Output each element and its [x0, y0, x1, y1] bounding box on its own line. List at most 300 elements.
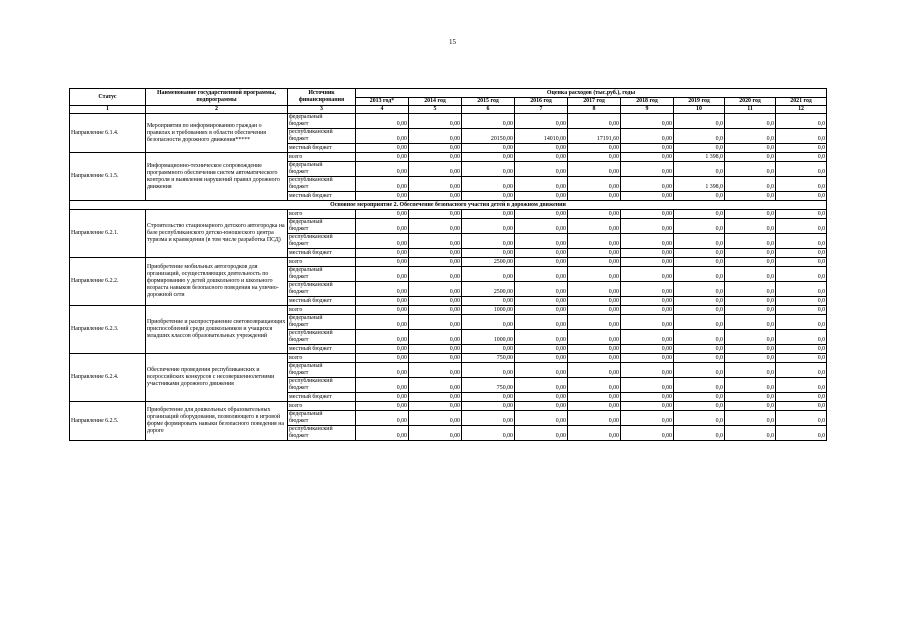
amount-cell: 0,00 [409, 249, 462, 258]
amount-cell: 0,00 [462, 393, 515, 402]
funding-source-line: федеральный [289, 363, 323, 369]
amount-cell: 0,00 [568, 210, 621, 219]
amount-cell: 0,0 [776, 411, 827, 426]
header-column-number: 1 [70, 106, 146, 114]
funding-source-cell [288, 267, 356, 282]
amount-cell: 0,0 [674, 378, 725, 393]
funding-source-line: местный бюджет [289, 345, 332, 352]
amount-cell: 0,00 [515, 219, 568, 234]
amount-cell: 0,0 [725, 393, 776, 402]
amount-cell: 0,0 [725, 354, 776, 363]
header-column-number: 5 [409, 106, 462, 114]
funding-source-cell [288, 363, 356, 378]
amount-cell: 0,0 [674, 393, 725, 402]
amount-cell: 20150,00 [462, 129, 515, 144]
funding-source-line: федеральный [289, 162, 323, 168]
amount-cell: 0,00 [462, 162, 515, 177]
amount-cell: 0,00 [568, 177, 621, 192]
amount-cell: 0,00 [568, 267, 621, 282]
funding-source-line: всего [289, 402, 303, 409]
amount-cell: 0,0 [725, 249, 776, 258]
amount-cell: 0,0 [776, 144, 827, 153]
funding-source-line: всего [289, 306, 303, 313]
amount-cell: 0,00 [356, 177, 409, 192]
amount-cell: 0,0 [776, 249, 827, 258]
amount-cell: 0,00 [409, 282, 462, 297]
amount-cell: 0,00 [409, 411, 462, 426]
amount-cell: 0,00 [356, 153, 409, 162]
amount-cell: 0,0 [674, 144, 725, 153]
amount-cell: 0,00 [568, 378, 621, 393]
funding-source-line: федеральный [289, 315, 323, 321]
amount-cell: 0,00 [356, 402, 409, 411]
amount-cell: 0,0 [725, 267, 776, 282]
funding-source-line: бюджет [289, 322, 309, 328]
program-name-cell: Мероприятия по информированию граждан о правилах и требованиях в области обеспечения безопасности дорожного движения***** [146, 114, 288, 153]
funding-source-line: республиканский [289, 330, 333, 336]
amount-cell: 0,0 [776, 297, 827, 306]
amount-cell: 0,0 [725, 306, 776, 315]
amount-cell: 0,00 [462, 153, 515, 162]
funding-source-cell [288, 297, 356, 306]
amount-cell: 0,00 [568, 258, 621, 267]
funding-source-line: бюджет [289, 289, 309, 295]
funding-source-cell [288, 258, 356, 267]
amount-cell: 0,0 [776, 129, 827, 144]
amount-cell: 0,00 [515, 306, 568, 315]
funding-source-line: бюджет [289, 136, 309, 142]
amount-cell: 0,0 [776, 315, 827, 330]
funding-source-cell [288, 129, 356, 144]
amount-cell: 0,0 [725, 210, 776, 219]
amount-cell: 0,0 [674, 192, 725, 201]
funding-source-cell [288, 315, 356, 330]
amount-cell: 1 398,0 [674, 153, 725, 162]
amount-cell: 0,00 [515, 330, 568, 345]
amount-cell: 1000,00 [462, 330, 515, 345]
amount-cell: 0,0 [674, 297, 725, 306]
amount-cell: 0,00 [462, 144, 515, 153]
amount-cell: 0,00 [515, 210, 568, 219]
header-column-number: 6 [462, 106, 515, 114]
amount-cell: 0,00 [356, 363, 409, 378]
program-name-cell: Информационно-техническое сопровождение программного обеспечения систем автоматического контроля и выявления нарушений правил дорожного движения [146, 153, 288, 201]
amount-cell: 0,00 [621, 249, 674, 258]
amount-cell: 0,0 [776, 363, 827, 378]
amount-cell: 750,00 [462, 354, 515, 363]
amount-cell: 0,00 [356, 129, 409, 144]
funding-source-line: бюджет [289, 241, 309, 247]
funding-source-line: бюджет [289, 169, 309, 175]
amount-cell: 0,00 [568, 297, 621, 306]
program-name-cell: Строительство стационарного детского автогородка на базе республиканского детско-юношеского центра туризма и краеведения (в том числе разработка ПСД) [146, 210, 288, 258]
amount-cell: 17191,60 [568, 129, 621, 144]
amount-cell: 0,00 [462, 411, 515, 426]
amount-cell: 750,00 [462, 378, 515, 393]
amount-cell: 0,0 [776, 114, 827, 129]
amount-cell: 0,00 [568, 144, 621, 153]
amount-cell: 0,00 [356, 144, 409, 153]
amount-cell: 0,00 [462, 345, 515, 354]
funding-source-line: местный бюджет [289, 249, 332, 256]
amount-cell: 0,00 [515, 426, 568, 441]
amount-cell: 0,0 [725, 192, 776, 201]
amount-cell: 0,0 [725, 219, 776, 234]
amount-cell: 0,0 [674, 402, 725, 411]
header-column-number: 2 [146, 106, 288, 114]
amount-cell: 0,00 [462, 402, 515, 411]
amount-cell: 0,0 [725, 234, 776, 249]
amount-cell: 0,00 [409, 393, 462, 402]
status-cell: Направление 6.2.1. [70, 210, 146, 258]
amount-cell: 0,00 [568, 234, 621, 249]
table-row [70, 153, 827, 162]
funding-source-line: республиканский [289, 177, 333, 183]
amount-cell: 0,00 [462, 315, 515, 330]
amount-cell: 0,0 [776, 378, 827, 393]
amount-cell: 0,00 [409, 177, 462, 192]
amount-cell: 0,00 [409, 330, 462, 345]
funding-source-cell [288, 192, 356, 201]
amount-cell: 0,00 [515, 144, 568, 153]
header-column-number: 4 [356, 106, 409, 114]
header-column-number: 3 [288, 106, 356, 114]
amount-cell: 0,0 [725, 177, 776, 192]
header-year: 2015 год [462, 98, 515, 106]
funding-source-cell [288, 306, 356, 315]
status-cell: Направление 6.1.4. [70, 114, 146, 153]
amount-cell: 0,00 [621, 282, 674, 297]
amount-cell: 0,0 [776, 258, 827, 267]
header-column-number: 12 [776, 106, 827, 114]
amount-cell: 0,00 [409, 144, 462, 153]
amount-cell: 0,0 [725, 345, 776, 354]
amount-cell: 0,00 [462, 177, 515, 192]
amount-cell: 0,00 [621, 129, 674, 144]
funding-source-line: федеральный [289, 219, 323, 225]
amount-cell: 0,00 [568, 249, 621, 258]
amount-cell: 0,0 [674, 282, 725, 297]
status-cell: Направление 6.2.2. [70, 258, 146, 306]
funding-source-cell [288, 177, 356, 192]
amount-cell: 0,00 [515, 282, 568, 297]
amount-cell: 0,0 [725, 258, 776, 267]
funding-source-cell [288, 249, 356, 258]
amount-cell: 0,00 [462, 114, 515, 129]
amount-cell: 0,00 [621, 378, 674, 393]
amount-cell: 0,0 [725, 411, 776, 426]
amount-cell: 0,00 [356, 249, 409, 258]
amount-cell: 0,00 [409, 114, 462, 129]
funding-source-line: федеральный [289, 114, 323, 120]
program-name-cell: Приобретение и распространение световозвращающих приспособлений среди дошкольников и учащихся младших классов образовательных учреждений [146, 306, 288, 354]
header-status: Статус [70, 89, 146, 106]
amount-cell: 0,00 [409, 162, 462, 177]
amount-cell: 0,00 [356, 378, 409, 393]
amount-cell: 0,00 [568, 402, 621, 411]
amount-cell: 0,00 [621, 315, 674, 330]
amount-cell: 0,00 [462, 267, 515, 282]
amount-cell: 0,0 [674, 234, 725, 249]
funding-source-line: республиканский [289, 129, 333, 135]
header-year: 2017 год [568, 98, 621, 106]
funding-source-cell [288, 234, 356, 249]
amount-cell: 0,0 [674, 249, 725, 258]
amount-cell: 0,00 [621, 393, 674, 402]
header-year: 2021 год [776, 98, 827, 106]
funding-source-cell [288, 411, 356, 426]
amount-cell: 0,00 [356, 114, 409, 129]
amount-cell: 14010,00 [515, 129, 568, 144]
funding-source-line: местный бюджет [289, 144, 332, 151]
amount-cell: 0,00 [462, 426, 515, 441]
amount-cell: 0,0 [674, 114, 725, 129]
amount-cell: 0,0 [776, 282, 827, 297]
funding-source-line: бюджет [289, 385, 309, 391]
amount-cell: 0,0 [674, 315, 725, 330]
amount-cell: 1 398,0 [674, 177, 725, 192]
funding-source-cell [288, 144, 356, 153]
amount-cell: 0,00 [621, 297, 674, 306]
header-year: 2016 год [515, 98, 568, 106]
header-column-number: 8 [568, 106, 621, 114]
amount-cell: 0,0 [776, 210, 827, 219]
amount-cell: 0,00 [356, 306, 409, 315]
header-column-number: 9 [621, 106, 674, 114]
amount-cell: 0,00 [356, 315, 409, 330]
program-name-cell: Приобретение мобильных автогородков для организаций, осуществляющих деятельность по формированию у детей дошкольного и школьного возраста навыков безопасного поведения на улично-дорожной сети [146, 258, 288, 306]
amount-cell: 0,00 [621, 402, 674, 411]
amount-cell: 0,0 [674, 411, 725, 426]
funding-source-cell [288, 426, 356, 441]
funding-source-line: бюджет [289, 337, 309, 343]
amount-cell: 0,00 [356, 192, 409, 201]
amount-cell: 0,00 [568, 219, 621, 234]
program-name-cell: Приобретение для дошкольных образовательных организаций оборудования, позволяющего в игровой форме формировать навыки безопасного поведения на дороге [146, 402, 288, 441]
funding-source-cell [288, 378, 356, 393]
amount-cell: 0,00 [409, 315, 462, 330]
amount-cell: 0,00 [462, 363, 515, 378]
amount-cell: 0,00 [409, 234, 462, 249]
amount-cell: 0,00 [621, 330, 674, 345]
amount-cell: 0,0 [776, 306, 827, 315]
amount-cell: 0,00 [356, 162, 409, 177]
amount-cell: 0,00 [621, 354, 674, 363]
amount-cell: 0,00 [568, 426, 621, 441]
amount-cell: 0,0 [776, 330, 827, 345]
amount-cell: 0,00 [409, 129, 462, 144]
amount-cell: 0,0 [725, 330, 776, 345]
amount-cell: 0,00 [356, 393, 409, 402]
amount-cell: 0,00 [356, 267, 409, 282]
funding-source-cell [288, 345, 356, 354]
amount-cell: 0,0 [776, 354, 827, 363]
amount-cell: 0,00 [409, 258, 462, 267]
header-column-number: 7 [515, 106, 568, 114]
funding-source-line: бюджет [289, 418, 309, 424]
status-cell: Направление 6.2.3. [70, 306, 146, 354]
amount-cell: 0,00 [515, 267, 568, 282]
funding-source-line: местный бюджет [289, 393, 332, 400]
status-cell: Направление 6.1.5. [70, 153, 146, 201]
table-row [70, 114, 827, 129]
amount-cell: 0,00 [621, 345, 674, 354]
amount-cell: 0,0 [776, 234, 827, 249]
page-number: 15 [449, 38, 456, 46]
amount-cell: 0,00 [515, 153, 568, 162]
amount-cell: 0,0 [725, 363, 776, 378]
expenditure-table [69, 88, 827, 441]
amount-cell: 0,00 [356, 330, 409, 345]
header-source: Источник финансирования [288, 89, 356, 106]
amount-cell: 0,0 [725, 315, 776, 330]
amount-cell: 0,00 [621, 411, 674, 426]
amount-cell: 0,0 [776, 192, 827, 201]
amount-cell: 0,00 [621, 363, 674, 378]
amount-cell: 0,00 [356, 234, 409, 249]
amount-cell: 0,00 [356, 354, 409, 363]
header-year: 2014 год [409, 98, 462, 106]
table-row [70, 354, 827, 363]
amount-cell: 0,00 [515, 297, 568, 306]
amount-cell: 0,00 [409, 354, 462, 363]
funding-source-cell [288, 282, 356, 297]
amount-cell: 0,00 [462, 249, 515, 258]
amount-cell: 0,0 [776, 219, 827, 234]
amount-cell: 1000,00 [462, 306, 515, 315]
table-row [70, 210, 827, 219]
amount-cell: 0,00 [515, 177, 568, 192]
status-cell: Направление 6.2.5. [70, 402, 146, 441]
amount-cell: 0,00 [621, 258, 674, 267]
amount-cell: 0,0 [674, 267, 725, 282]
header-column-number: 11 [725, 106, 776, 114]
funding-source-line: бюджет [289, 184, 309, 190]
amount-cell: 0,0 [725, 282, 776, 297]
amount-cell: 0,00 [515, 345, 568, 354]
funding-source-line: федеральный [289, 411, 323, 417]
amount-cell: 0,00 [621, 162, 674, 177]
amount-cell: 0,00 [515, 393, 568, 402]
funding-source-line: бюджет [289, 370, 309, 376]
amount-cell: 0,0 [776, 426, 827, 441]
amount-cell: 0,0 [725, 426, 776, 441]
amount-cell: 0,00 [409, 297, 462, 306]
amount-cell: 0,00 [515, 234, 568, 249]
header-year: 2019 год [674, 98, 725, 106]
amount-cell: 0,00 [409, 192, 462, 201]
amount-cell: 0,0 [674, 354, 725, 363]
amount-cell: 0,0 [725, 402, 776, 411]
amount-cell: 0,00 [409, 306, 462, 315]
amount-cell: 0,0 [674, 426, 725, 441]
amount-cell: 0,0 [776, 177, 827, 192]
amount-cell: 0,00 [515, 114, 568, 129]
amount-cell: 0,00 [356, 411, 409, 426]
amount-cell: 0,00 [515, 402, 568, 411]
amount-cell: 0,0 [776, 402, 827, 411]
amount-cell: 0,00 [409, 363, 462, 378]
amount-cell: 0,00 [515, 363, 568, 378]
header-year: 2020 год [725, 98, 776, 106]
header-estimate: Оценка расходов (тыс.руб.), годы [356, 89, 827, 98]
amount-cell: 0,0 [674, 162, 725, 177]
amount-cell: 0,00 [356, 282, 409, 297]
amount-cell: 2500,00 [462, 282, 515, 297]
table-row [70, 306, 827, 315]
funding-source-line: бюджет [289, 433, 309, 439]
funding-source-line: республиканский [289, 282, 333, 288]
program-name-cell: Обеспечение проведения республиканских и всероссийских конкурсов с несовершеннолетними участниками дорожного движения [146, 354, 288, 402]
amount-cell: 0,0 [725, 114, 776, 129]
amount-cell: 0,00 [462, 234, 515, 249]
amount-cell: 0,0 [674, 330, 725, 345]
amount-cell: 0,00 [515, 162, 568, 177]
amount-cell: 0,00 [462, 219, 515, 234]
amount-cell: 0,0 [725, 153, 776, 162]
amount-cell: 0,0 [674, 345, 725, 354]
amount-cell: 0,00 [515, 249, 568, 258]
funding-source-cell [288, 114, 356, 129]
amount-cell: 0,00 [568, 315, 621, 330]
funding-source-line: всего [289, 258, 303, 265]
amount-cell: 0,00 [568, 282, 621, 297]
amount-cell: 0,00 [568, 192, 621, 201]
funding-source-cell [288, 210, 356, 219]
table-row [70, 258, 827, 267]
funding-source-line: местный бюджет [289, 297, 332, 304]
status-cell: Направление 6.2.4. [70, 354, 146, 402]
amount-cell: 0,00 [568, 363, 621, 378]
section-title: Основное мероприятие 2. Обеспечение безопасного участия детей в дорожном движении [70, 201, 827, 210]
amount-cell: 0,00 [515, 411, 568, 426]
amount-cell: 0,00 [568, 153, 621, 162]
amount-cell: 0,0 [674, 129, 725, 144]
amount-cell: 0,00 [515, 354, 568, 363]
amount-cell: 0,00 [356, 345, 409, 354]
amount-cell: 0,00 [409, 426, 462, 441]
amount-cell: 0,00 [621, 114, 674, 129]
amount-cell: 0,00 [568, 411, 621, 426]
amount-cell: 0,00 [568, 354, 621, 363]
amount-cell: 0,00 [515, 258, 568, 267]
funding-source-cell [288, 354, 356, 363]
funding-source-cell [288, 402, 356, 411]
amount-cell: 0,00 [515, 378, 568, 393]
amount-cell: 0,00 [568, 162, 621, 177]
amount-cell: 0,00 [409, 153, 462, 162]
amount-cell: 0,00 [621, 177, 674, 192]
funding-source-cell [288, 393, 356, 402]
amount-cell: 0,0 [674, 363, 725, 378]
amount-cell: 0,00 [356, 426, 409, 441]
header-year: 2018 год [621, 98, 674, 106]
amount-cell: 0,00 [621, 234, 674, 249]
amount-cell: 0,00 [515, 315, 568, 330]
amount-cell: 0,00 [568, 393, 621, 402]
amount-cell: 0,0 [674, 306, 725, 315]
amount-cell: 0,00 [356, 219, 409, 234]
funding-source-cell [288, 219, 356, 234]
amount-cell: 0,0 [776, 153, 827, 162]
funding-source-cell [288, 162, 356, 177]
amount-cell: 0,00 [409, 345, 462, 354]
amount-cell: 0,00 [409, 210, 462, 219]
funding-source-line: бюджет [289, 274, 309, 280]
amount-cell: 0,0 [725, 144, 776, 153]
amount-cell: 2500,00 [462, 258, 515, 267]
funding-source-line: всего [289, 153, 303, 160]
